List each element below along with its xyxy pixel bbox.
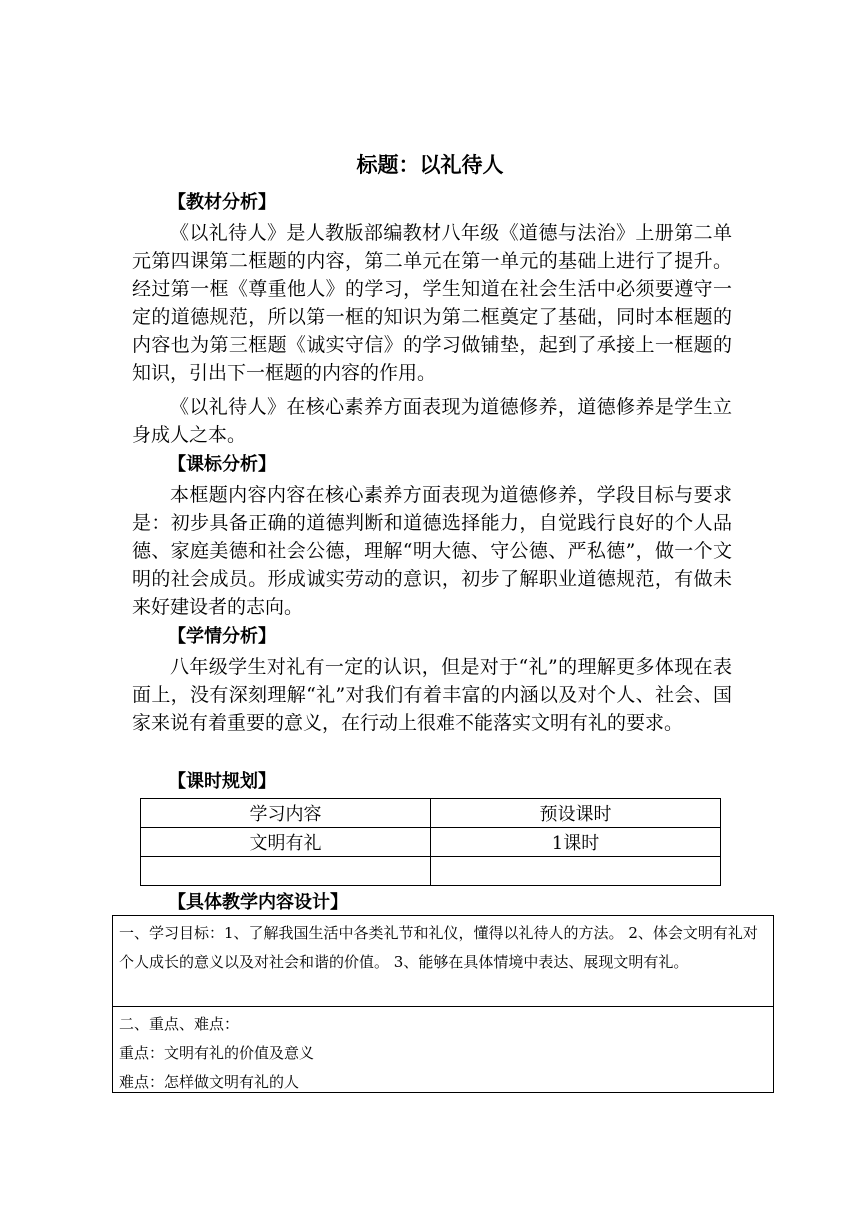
table-cell: 文明有礼 <box>141 828 431 857</box>
table-cell: 1课时 <box>431 828 721 857</box>
section-heading-standard: 【课标分析】 <box>168 454 276 475</box>
table-header-hours: 预设课时 <box>431 799 721 828</box>
key-point: 重点：文明有礼的价值及意义 <box>119 1044 315 1062</box>
table-row <box>141 857 721 886</box>
table-row <box>141 828 721 857</box>
table-row <box>141 799 721 828</box>
difficult-point: 难点：怎样做文明有礼的人 <box>119 1073 300 1091</box>
section-heading-plan: 【课时规划】 <box>168 771 276 792</box>
table-header-content: 学习内容 <box>141 799 431 828</box>
table-cell <box>141 857 431 886</box>
lesson-plan-table <box>140 798 721 886</box>
key-points-box <box>112 1006 774 1093</box>
students-paragraph: 八年级学生对礼有一定的认识，但是对于“礼”的理解更多体现在表面上，没有深刻理解“礼”对我们有着丰富的内涵以及对个人、社会、国家来说有着重要的意义，在行动上很难不能落实文明有礼的要求。 <box>132 656 732 734</box>
learning-goals-text: 一、学习目标：1、了解我国生活中各类礼节和礼仪，懂得以礼待人的方法。 2、体会文明有礼对个人成长的意义以及对社会和谐的价值。 3、能够在具体情境中表达、展现文明有礼。 <box>119 924 758 971</box>
section-heading-design: 【具体教学内容设计】 <box>168 892 348 913</box>
table-cell <box>431 857 721 886</box>
key-points-title: 二、重点、难点： <box>119 1015 240 1033</box>
learning-goals-box <box>112 915 774 1007</box>
standard-paragraph: 本框题内容内容在核心素养方面表现为道德修养，学段目标与要求是：初步具备正确的道德判断和道德选择能力，自觉践行良好的个人品德、家庭美德和社会公德，理解“明大德、守公德、严私德”，做一个文明的社会成员。形成诚实劳动的意识，初步了解职业道德规范，有做未来好建设者的志向。 <box>132 484 732 618</box>
textbook-paragraph-2: 《以礼待人》在核心素养方面表现为道德修养，道德修养是学生立身成人之本。 <box>132 396 732 446</box>
section-heading-students: 【学情分析】 <box>168 626 276 647</box>
page-title: 标题：以礼待人 <box>356 153 504 177</box>
section-heading-textbook: 【教材分析】 <box>168 192 276 213</box>
textbook-paragraph-1: 《以礼待人》是人教版部编教材八年级《道德与法治》上册第二单元第四课第二框题的内容，第二单元在第一单元的基础上进行了提升。经过第一框《尊重他人》的学习，学生知道在社会生活中必须要遵守一定的道德规范，所以第一框的知识为第二框奠定了基础，同时本框题的内容也为第三框题《诚实守信》的学习做铺垫，起到了承接上一框题的知识，引出下一框题的内容的作用。 <box>132 222 732 384</box>
